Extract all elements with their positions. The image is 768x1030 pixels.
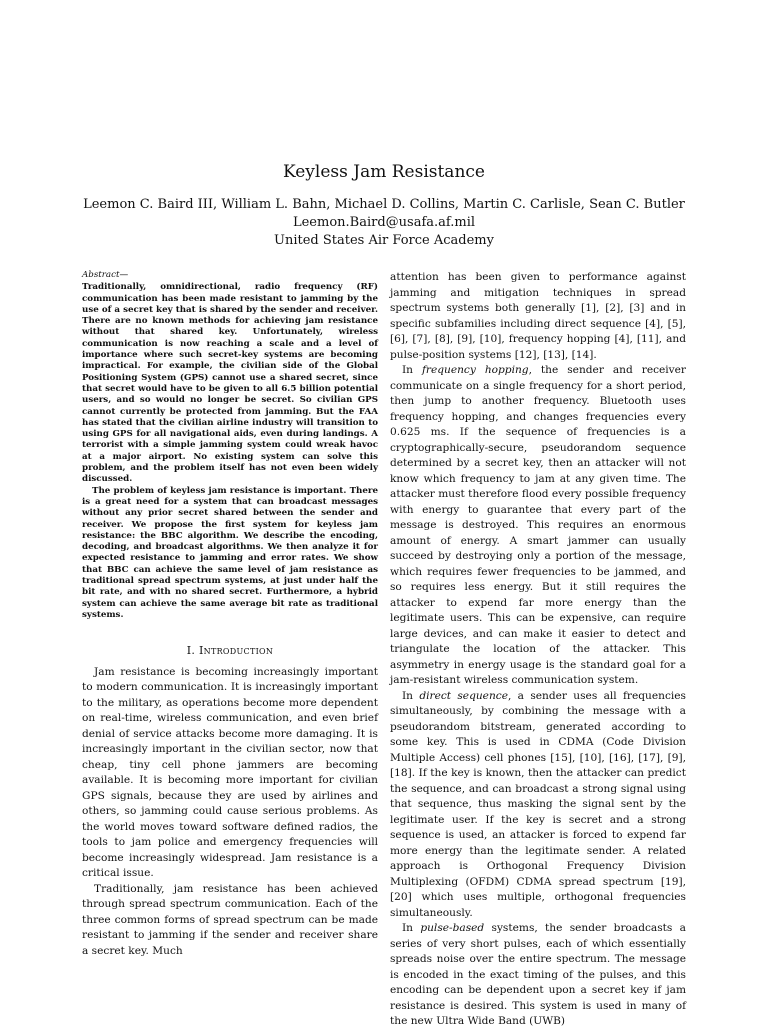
abstract-paragraph-1: Traditionally, omnidirectional, radio frequency (RF) communication has been made resistant to jamming by the use of a secret key that is shared by the sender and receiver. There are no known methods for achieving jam resistance without that shared key. Unfortunately, wireless communication is now reaching a scale and a level of importance where such secret-key systems are becoming impractical. For example, the civilian side of the Global Positioning System (GPS) cannot use a shared secret, since that secret would have to be given to all 6.5 billion potential users, and so would no longer be secret. So civilian GPS cannot currently be protected from jamming. But the FAA has stated that the civilian airline industry will transition to using GPS for all navigational aids, even during landings. A terrorist with a simple jamming system could wreak havoc at a major airport. No existing system can solve this problem, and the problem itself has not even been widely discussed. [82,282,378,485]
section-heading-introduction: I. Introduction [186,644,274,658]
direct-sequence-paragraph [390,689,686,922]
title-block [0,162,768,250]
right-paragraph-0: attention has been given to performance against jamming and mitigation techniques in spread spectrum systems both generally [1], [2], [3] and in specific subfamilies including direct sequence [4], [5], [6], [7], [8], [9], [10], frequency hopping [4], [11], and pulse-position systems [12], [13], [14]. [390,271,686,361]
fh-term: frequency hopping [421,364,529,376]
pb-lead: In [402,922,421,934]
author-affiliation: United States Air Force Academy [274,233,494,248]
pulse-based-paragraph [390,921,686,1030]
pb-rest: systems, the sender broadcasts a series of very short pulses, each of which essentially spreads noise over the entire spectrum. The message is encoded in the exact timing of the pulses, and this encoding can be dependent upon a secret key if jam resistance is desired. This system is used in many of the new Ultra Wide Band (UWB) [390,922,686,1027]
intro-paragraph-2: Traditionally, jam resistance has been achieved through spread spectrum communication. Each of the three common forms of spread spectrum can be made resistant to jamming if the sender and receiver share a secret key. Much [82,882,378,957]
ds-term: direct sequence [419,689,508,702]
abstract-label: Abstract— [82,270,129,280]
fh-lead: In [402,364,422,376]
abstract-paragraph-2: The problem of keyless jam resistance is important. There is a great need for a system that can broadcast messages without any prior secret shared between the sender and receiver. We propose the first system for keyless jam resistance: the BBC algorithm. We describe the encoding, decoding, and broadcast algorithms. We then analyze it for expected resistance to jamming and error rates. We show that BBC can achieve the same level of jam resistance as traditional spread spectrum systems, at just under half the bit rate, and with no shared secret. Furthermore, a hybrid system can achieve the same average bit rate as traditional systems. [82,485,378,620]
author-list: Leemon C. Baird III, William L. Bahn, Michael D. Collins, Martin C. Carlisle, Sean C. Butler [83,197,685,212]
frequency-hopping-paragraph [390,363,686,689]
pb-term: pulse-based [420,922,485,934]
fh-rest: , the sender and receiver communicate on a single frequency for a short period, then jump to another frequency. Bluetooth uses frequency hopping, and changes frequencies every 0.625 ms. If the sequence of frequencies is a cryptographically-secure, pseudorandom sequence determined by a secret key, then an attacker will not know which frequency to jam at any given time. The attacker must therefore flood every possible frequency with energy to guarantee that every part of the message is destroyed. This requires an enormous amount of energy. A smart jammer can usually succeed by destroying only a portion of the message, which requires fewer frequencies to be jammed, and so requires less energy. But it still requires the attacker to expend far more energy than the legitimate users. This can be expensive, can require large devices, and can make it easier to detect and triangulate the location of the attacker. This asymmetry in energy usage is the standard goal for a jam-resistant wireless communication system. [390,364,686,686]
paper-title: Keyless Jam Resistance [283,162,485,182]
right-column [390,270,686,1030]
intro-paragraph-1: Jam resistance is becoming increasingly important to modern communication. It is increasingly important to the military, as operations become more dependent on real-time, wireless communication, and even brief denial of service attacks become more damaging. It is increasingly important in the civilian sector, now that cheap, tiny cell phone jammers are becoming available. It is becoming more important for civilian GPS signals, because they are used by airlines and others, so jamming could cause serious problems. As the world moves toward software defined radios, the tools to jam police and emergency frequencies will become increasingly widespread. Jam resistance is a critical issue. [82,665,378,880]
abstract [82,270,378,621]
ds-rest: , a sender uses all frequencies simultaneously, by combining the message with a pseudorandom bitstream, generated according to some key. This is used in CDMA (Code Division Multiple Access) cell phones [15], [10], [16], [17], [9], [18]. If the key is known, then the attacker can predict the sequence, and can broadcast a strong signal using that sequence, thus masking the signal sent by the legitimate user. If the key is secret and a strong sequence is used, an attacker is forced to expend far more energy than the legitimate sender. A related approach is Orthogonal Frequency Division Multiplexing (OFDM) CDMA spread spectrum [19], [20] which uses multiple, orthogonal frequencies simultaneously. [390,689,686,919]
author-email: Leemon.Baird@usafa.af.mil [292,215,476,230]
left-column [82,270,378,959]
ds-lead: In [402,689,420,702]
